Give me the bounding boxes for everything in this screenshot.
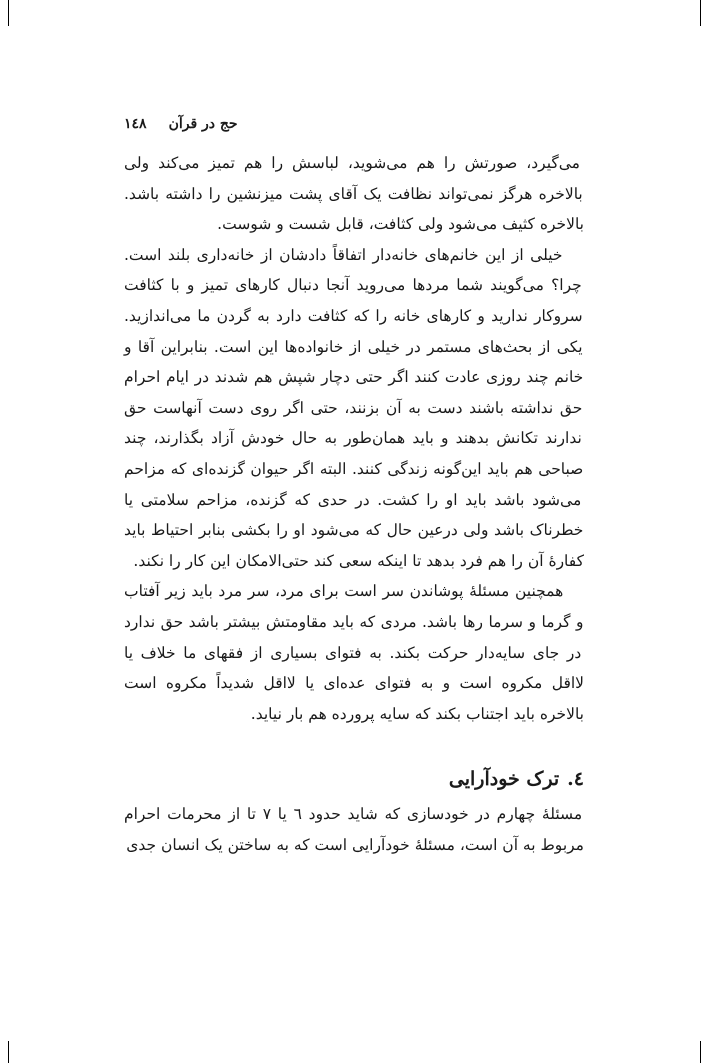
crop-mark-top-left: [8, 0, 9, 26]
book-page: [124, 110, 584, 860]
line: مسئلهٔ چهارم در خودسازی که شاید حدود ٦ یا ٧ تا از محرمات احرام: [124, 805, 583, 824]
line: خیلی از این خانم‌های خانه‌دار اتفاقاً دادشان از خانه‌داری بلند است.: [124, 245, 563, 264]
section-number: ٤.: [567, 768, 584, 791]
line: صباحی هم باید این‌گونه زندگی کنند. البته اگر حیوان گزنده‌ای که مزاحم: [124, 459, 584, 478]
line: مربوط به آن است، مسئلهٔ خودآرایی است که به ساختن یک انسان جدی: [126, 835, 584, 854]
line: و گرما و سرما رها باشد. مردی که باید مقاومتش بیشتر باشد حق ندارد: [124, 612, 584, 631]
crop-mark-bottom-right: [700, 1041, 701, 1063]
paragraph-2: [124, 240, 584, 577]
line: کفارهٔ آن را هم فرد بدهد تا اینکه سعی کند حتی‌الامکان این کار را نکند.: [133, 551, 584, 570]
section-paragraph: [124, 799, 584, 860]
line: لااقل مکروه است و به فتوای عده‌ای یا لااقل شدیداً مکروه است بالاخره: [124, 674, 584, 723]
paragraph-3: [124, 576, 584, 729]
body-text: [124, 148, 584, 860]
line: خطرناک باشد ولی درعین حال که می‌شود او را بکشی بنابر احتیاط باید: [124, 521, 584, 540]
paragraph-1: [124, 148, 584, 240]
section-heading: [124, 763, 584, 795]
chapter-title: حج در قرآن: [168, 116, 238, 132]
crop-mark-bottom-left: [8, 1041, 9, 1063]
line: ندارند تکانش بدهند و باید همان‌طور به حال خودش آزاد بگذارند، چند: [124, 429, 582, 448]
line: سروکار ندارید و کارهای خانه را که کثافت دارد به گردن ما می‌اندازید.: [124, 306, 583, 325]
line: چرا؟ می‌گویند شما مردها می‌روید آنجا دنبال کارهای تمیز و با کثافت: [124, 276, 582, 295]
line: می‌شود باشد باید او را کشت. در حدی که گزنده، مزاحم سلامتی یا: [124, 490, 582, 509]
page-number: ١٤٨: [124, 116, 147, 132]
line: بالاخره کثیف می‌شود ولی کثافت، قابل شست و شوست.: [217, 215, 584, 234]
crop-mark-top-right: [700, 0, 701, 26]
line: همچنین مسئلهٔ پوشاندن سر است برای مرد، سر مرد باید زیر آفتاب: [124, 582, 564, 601]
line: باید اجتناب بکند که سایه پرورده هم بار نیاید.: [250, 704, 535, 723]
line: می‌گیرد، صورتش را هم می‌شوید، لباسش را هم تمیز می‌کند ولی: [124, 154, 580, 172]
line: در جای سایه‌دار حرکت بکند. به فتوای بسیاری از فقهای ما خلاف یا: [124, 643, 582, 662]
running-head: [124, 110, 584, 138]
line: بالاخره هرگز نمی‌تواند نظافت یک آقای پشت میزنشین را داشته باشد.: [124, 184, 583, 203]
line: حق نداشته باشند دست به آن بزنند، حتی اگر روی دست آنهاست حق: [124, 398, 583, 417]
line: خانم چند روزی عادت کنند اگر حتی دچار شپش هم شدند در ایام احرام: [124, 368, 584, 387]
section-title: ترک خودآرایی: [448, 768, 560, 791]
line: یکی از بحث‌های مستمر در خیلی از خانواده‌ها این است. بنابراین آقا و: [124, 337, 583, 356]
